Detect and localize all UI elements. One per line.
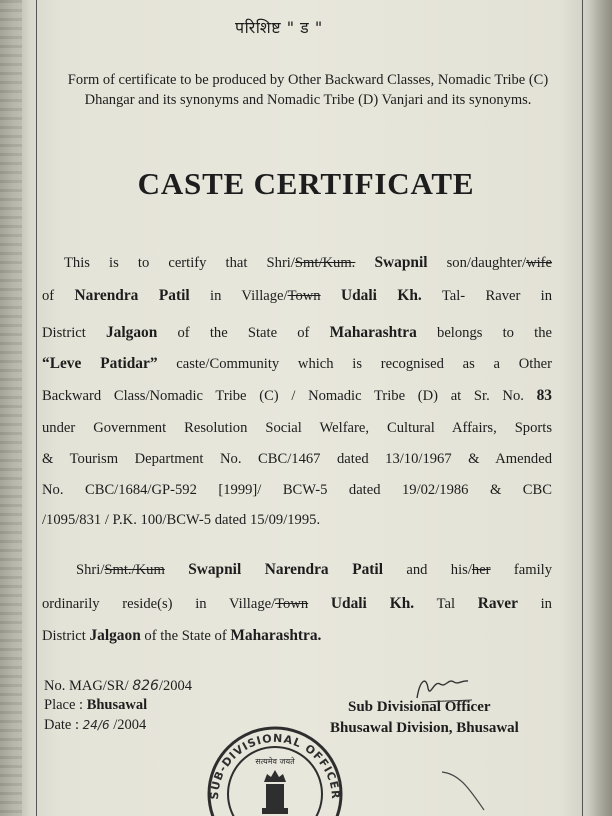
state-name: Maharashtra [329, 324, 417, 341]
para1-line-5: Backward Class/Nomadic Tribe (C) / Nomadic Tribe (D) at Sr. No. 83 [42, 387, 552, 404]
serial-number: 83 [536, 387, 552, 404]
appendix-heading: परिशिष्ट " ड " [235, 18, 323, 37]
date-line: Date : 24/6 /2004 [44, 717, 147, 733]
para2-line-1: Shri/Smt./Kum Swapnil Narendra Patil and his/her family [76, 561, 553, 578]
para1-line-2: of Narendra Patil in Village/Town Udali Kh. Tal- Raver in [42, 287, 553, 304]
official-seal [200, 704, 350, 816]
village-name: Udali Kh. [340, 287, 422, 304]
certificate-form-description: Form of certificate to be produced by Other Backward Classes, Nomadic Tribe (C) Dhangar and its synonyms and Nomadic Tribe (D) Vanjari and its synonyms. [67, 72, 549, 108]
para2-line-2: ordinarily reside(s) in Village/Town Udali Kh. Tal Raver in [42, 595, 552, 612]
officer-division: Bhusawal Division, Bhusawal [330, 720, 519, 736]
book-page-edge [0, 0, 22, 816]
para1-line-3: District Jalgaon of the State of Maharashtra belongs to the [42, 324, 552, 341]
certificate-title: CASTE CERTIFICATE [137, 166, 475, 201]
seal-text: SUB-DIVISIONAL OFFICER [207, 731, 343, 801]
place-value: Bhusawal [86, 697, 148, 713]
father-name: Narendra Patil [74, 287, 190, 304]
certificate-number: No. MAG/SR/ 826/2004 [44, 678, 192, 694]
page-shadow [586, 0, 612, 816]
applicant-full-name: Swapnil Narendra Patil [188, 561, 383, 578]
residence-district: Jalgaon [89, 627, 141, 644]
para1-line-8: No. CBC/1684/GP-592 [1999]/ BCW-5 dated 19/02/1986 & CBC [42, 482, 552, 498]
para1-line-1: This is to certify that Shri/Smt/Kum. Swapnil son/daughter/wife [64, 254, 552, 271]
emblem-icon [264, 770, 286, 782]
residence-village: Udali Kh. [330, 595, 415, 612]
district-name: Jalgaon [105, 324, 158, 341]
residence-taluka: Raver [477, 595, 518, 612]
para1-line-9: /1095/831 / P.K. 100/BCW-5 dated 15/09/1995. [42, 512, 321, 528]
officer-title: Sub Divisional Officer [348, 699, 491, 715]
officer-signature [412, 670, 502, 710]
handwritten-date: 24/6 [82, 718, 110, 732]
handwritten-number: 826 [132, 678, 159, 694]
pen-mark [440, 770, 500, 816]
residence-state: Maharashtra. [230, 627, 322, 644]
place-line: Place : Bhusawal [44, 697, 148, 713]
para1-line-7: & Tourism Department No. CBC/1467 dated 13/10/1967 & Amended [42, 451, 552, 467]
para1-line-6: under Government Resolution Social Welfare, Cultural Affairs, Sports [42, 420, 552, 436]
seal-inner-text: सत्यमेव जयते [255, 757, 295, 766]
para1-line-4: “Leve Patidar” caste/Community which is recognised as a Other [42, 355, 552, 372]
para2-line-3: District Jalgaon of the State of Maharashtra. [42, 627, 322, 644]
applicant-first-name: Swapnil [374, 254, 428, 271]
caste-name: “Leve Patidar” [42, 355, 158, 372]
